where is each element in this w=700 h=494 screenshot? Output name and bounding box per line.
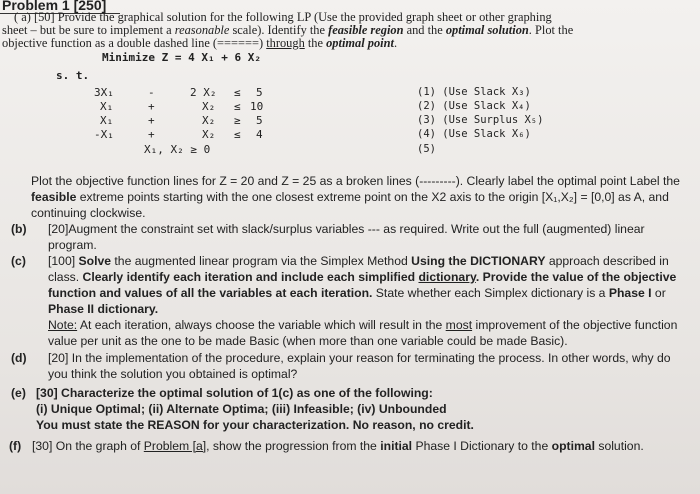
part-c-label: (c) — [11, 254, 26, 268]
part-b-line-1: [20]Augment the constraint set with slack/surplus variables --- as required. Write out the full (augmented) linear — [48, 222, 645, 236]
plot-para-line-2: feasible extreme points starting with the one closest extreme point on the X2 axis to the origin [X₁,X₂] = [0,0] as A, and — [31, 190, 669, 204]
part-e-line-1: [30] Characterize the optimal solution of 1(c) as one of the following: — [36, 386, 433, 400]
objective-function: Minimize Z = 4 X₁ + 6 X₂ — [102, 51, 261, 64]
part-c-line-4: Phase II dictionary. — [48, 302, 159, 316]
nonnegativity-constraint: X₁, X₂ ≥ 0 — [144, 143, 211, 156]
part-c-line-1: [100] Solve the augmented linear program via the Simplex Method Using the DICTIONARY approach described in — [48, 254, 669, 268]
part-e-line-2: (i) Unique Optimal; (ii) Alternate Optima; (iii) Infeasible; (iv) Unbounded — [36, 402, 447, 416]
part-b-line-2: program. — [48, 238, 97, 252]
part-d-label: (d) — [11, 351, 27, 365]
worksheet-page: Problem 1 [250] ( a) [50] Provide the graphical solution for the following LP (Use the provided graph sheet or other graphing sheet – but be sure to implement a reasonable scale). Identify the feasible region and the optimal solution. Plot the objective function as a double dashed line (======) through the optimal point. Minimize Z = 4 X₁ + 6 X₂ s. t. 3X₁ - 2 X₂ ≤ 5 (1) (Use Slack X₃) X₁ + X₂ ≤ 10 (2) (Use Slack X₄) X₁ + X₂ ≥ 5 (3) (Use Surplus X₅) -X₁ + X₂ ≤ 4 (4) (Use Slack X₆) X₁, X₂ ≥ 0 (5) Plot the objective function lines for Z = 20 and Z = 25 as a broken lines (---------). Clearly label the optimal point Label the feasible extreme points starting with the one closest extreme point on the X2 axis to the origin [X₁,X₂] = [0,0] as A, and continuing clockwise. (b) [20]Augment the constraint set with slack/surplus variables --- as required. Write out the full (augmented) linear program. (c) [100] Solve the augmented linear program via the Simplex Method Using the DICTIONARY approach described in class. Clearly identify each iteration and include each simplified dictionary. Provide the value of the objective function and values of all the variables at each iteration. State whether each Simplex dictionary is a Phase I or Phase II dictionary. Note: At each iteration, always choose the variable which will result in the most improvement of the objective function value per unit as the one to be made Basic (when more than one variable could be made Basic). (d) [20] In the implementation of the procedure, explain your reason for terminating the process. In other words, why do you think the solution you obtained is optimal? (e) [30] Characterize the optimal solution of 1(c) as one of the following: (i) Unique Optimal; (ii) Alternate Optima; (iii) Infeasible; (iv) Unbounded You must state the REASON for your characterization. No reason, no credit. (f) [30] On the graph of Problem [a], show the progression from the initial Phase I Dictionary to the optimal solution. — [0, 0, 700, 494]
plot-para-line-3: continuing clockwise. — [31, 206, 146, 220]
part-f-label: (f) — [9, 439, 22, 453]
part-d-line-1: [20] In the implementation of the procedure, explain your reason for terminating the process. In other words, why do — [48, 351, 671, 365]
part-c-line-2: class. Clearly identify each iteration and include each simplified dictionary. Provide the value of the objective — [48, 270, 677, 284]
part-c-note-line-2: value per unit as the one to be made Basic (when more than one variable could be made Basic). — [48, 334, 568, 348]
part-b-label: (b) — [11, 222, 27, 236]
part-f-line-1: [30] On the graph of Problem [a], show the progression from the initial Phase I Dictionary to the optimal solution. — [32, 439, 644, 453]
part-c-line-3: function and values of all the variables at each iteration. State whether each Simplex dictionary is a Phase I or — [48, 286, 666, 300]
plot-para-line-1: Plot the objective function lines for Z = 20 and Z = 25 as a broken lines (---------). Clearly label the optimal point Label the — [31, 174, 680, 188]
part-c-note-line-1: Note: At each iteration, always choose the variable which will result in the most improvement of the objective function — [48, 318, 678, 332]
intro-line-1: ( a) [50] Provide the graphical solution for the following LP (Use the provided graph sheet or other graphing — [14, 10, 552, 24]
intro-line-2: sheet – but be sure to implement a reasonable scale). Identify the feasible region and the optimal solution. Plot the — [2, 23, 574, 37]
part-e-label: (e) — [11, 386, 26, 400]
part-d-line-2: you think the solution you obtained is optimal? — [48, 367, 298, 381]
problem-title: Problem 1 [250] — [2, 0, 107, 13]
subject-to-label: s. t. — [56, 69, 90, 82]
part-e-line-3: You must state the REASON for your characterization. No reason, no credit. — [36, 418, 474, 432]
nonnegativity-note: (5) — [417, 143, 436, 155]
intro-line-3: objective function as a double dashed line (======) through the optimal point. — [2, 36, 398, 50]
